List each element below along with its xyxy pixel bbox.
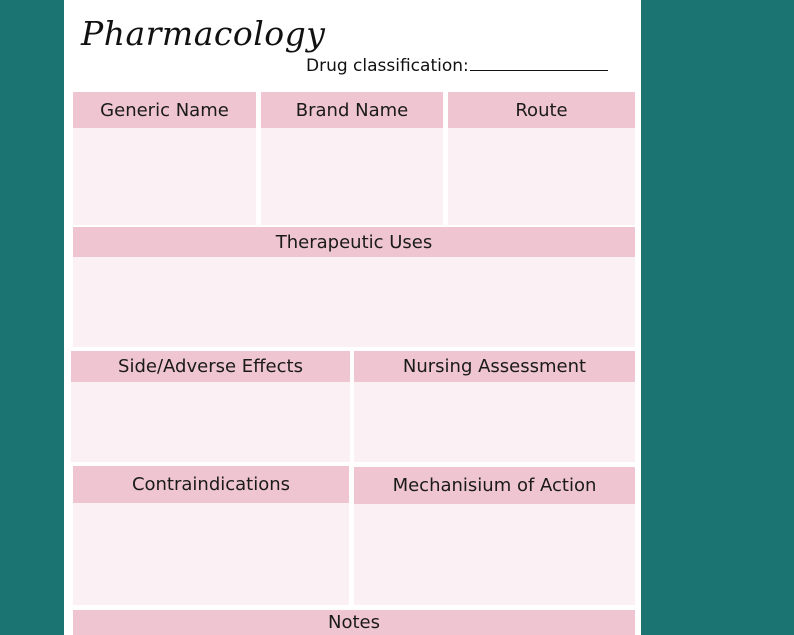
mechanism-of-action-box[interactable]	[354, 504, 635, 605]
nursing-assessment-header: Nursing Assessment	[354, 351, 635, 382]
drug-classification-label: Drug classification:	[306, 56, 469, 76]
therapeutic-uses-box[interactable]	[73, 257, 635, 347]
generic-name-box[interactable]	[73, 128, 256, 225]
contraindications-box[interactable]	[73, 503, 349, 605]
side-adverse-effects-box[interactable]	[71, 382, 350, 462]
therapeutic-uses-header: Therapeutic Uses	[73, 227, 635, 257]
drug-classification-blank[interactable]	[470, 70, 608, 71]
notes-header: Notes	[73, 610, 635, 635]
nursing-assessment-box[interactable]	[354, 382, 635, 462]
contraindications-header: Contraindications	[73, 466, 349, 503]
brand-name-box[interactable]	[261, 128, 443, 225]
worksheet-page	[64, 0, 641, 635]
page-title: Pharmacology	[81, 14, 326, 53]
mechanism-of-action-header: Mechanisium of Action	[354, 467, 635, 504]
side-adverse-effects-header: Side/Adverse Effects	[71, 351, 350, 382]
drug-classification-field[interactable]	[306, 56, 608, 76]
brand-name-header: Brand Name	[261, 92, 443, 128]
route-header: Route	[448, 92, 635, 128]
route-box[interactable]	[448, 128, 635, 225]
generic-name-header: Generic Name	[73, 92, 256, 128]
